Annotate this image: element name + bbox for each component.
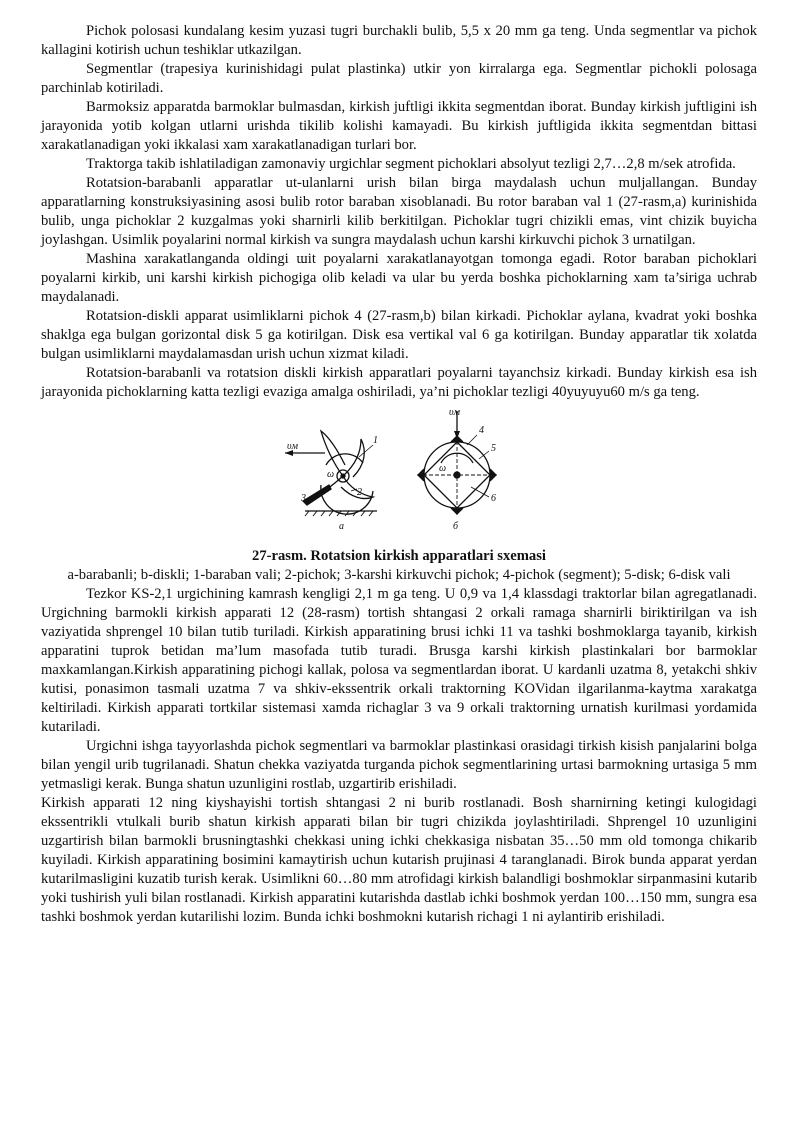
label-1: 1 — [373, 435, 378, 446]
label-omega-left: ω — [327, 469, 335, 480]
label-2: 2 — [357, 487, 362, 498]
label-omega-right: ω — [439, 463, 447, 474]
paragraph-8: Rotatsion-barabanli va rotatsion diskli kirkish apparatlari poyalarni tayanchsiz kirkadi. Bunday kirkish esa ish jarayonida pichoklarning katta tezligi evaziga amalga oshiriladi, ya’ni pichoklar tezligi 40yuyuyu60 m/s ga teng. — [41, 365, 757, 400]
paragraph-10: Urgichni ishga tayyorlashda pichok segmentlari va barmoklar plastinkasi orasidagi tirkish kisish panjalarini bolga bilan yengil urib tugrilanadi. Shatun chekka vaziyatda turganda pichok segmentlarining urtasi barmokning urtasiga 5 mm yetmasligi kerak. Bunga shatun uzunligini rostlab, uzgartirib erishiladi. — [41, 738, 757, 792]
document-page — [41, 22, 757, 927]
label-3: 3 — [301, 493, 306, 504]
subfigure-label-a: а — [339, 521, 344, 532]
paragraph-5: Rotatsion-barabanli apparatlar ut-ulanlarni urish bilan birga maydalash uchun muljallangan. Bunday apparatlarning konstruksiyasining asosi bulib rotor baraban xisoblanadi. Bu rotor baraban val 1 (27-rasm,a) kurinishida bulib, unga pichoklar 2 kuzgalmas yoki sharnirli kilib berkitilgan. Pichoklar tugri chizikli emas, vint chizik buyicha joylashgan. Usimlik poyalarini normal kirkish va sungra maydalash uchun karshi kirkuvchi pichok 3 urnatilgan. — [41, 175, 757, 248]
paragraph-6: Mashina xarakatlanganda oldingi ɯit poyalarni xarakatlanayotgan tomonga egadi. Rotor baraban pichoklari poyalarni kirkib, uni karshi kirkish pichogiga olib keladi va ular bu yerda boshka pichoklarning xam ta’siriga uchrab maydalanadi. — [41, 251, 757, 305]
figure-caption-text: a-barabanli; b-diskli; 1-baraban vali; 2-pichok; 3-karshi kirkuvchi pichok; 4-pichok (segment); 5-disk; 6-disk vali — [67, 567, 731, 583]
subfigure-label-b: б — [453, 521, 459, 532]
disk-cutter-drawing — [417, 411, 497, 515]
label-4: 4 — [479, 425, 484, 436]
paragraph-11: Kirkish apparati 12 ning kiyshayishi tortish shtangasi 2 ni burib rostlanadi. Bosh sharnirning ketingi kulogidagi ekssentrikli vtulkali burib shatun kirkish apparati bilan bir tugri chizikda joylashtiriladi. Shprengel 10 uzunligini uzgartirish bilan barmokli brusningtashki chekkasi uning ichki chekkasiga nisbatan 35…50 mm old tomonga chikarib kuyiladi. Kirkish apparatining bosimini kamaytirish uchun kutarish prujinasi 4 taranglanadi. Birok bunda apparat yerdan kutarilmasligini kuzatib turish kerak. Usimlikni 60…80 mm atrofidagi kirkish balandligi boshmoklar sirpanmasini kutarib yoki tushirish yuli bilan rostlanadi. Kirkish apparatini kutarishda dastlab ichki boshmok yerdan 100…150 mm, sungra esa tashki boshmok yerdan kutarilishi lozim. Bunda ichki boshmokni kutarish richagi 1 ni aylantirib erishiladi. — [41, 795, 757, 925]
label-vm-left: υм — [287, 441, 298, 452]
paragraph-1: Pichok polosasi kundalang kesim yuzasi tugri burchakli bulib, 5,5 x 20 mm ga teng. Unda segmentlar va pichok kallagini kotirish uchun teshiklar utkazilgan. — [41, 23, 757, 58]
label-vm-right: υм — [449, 407, 460, 418]
paragraph-9: Tezkor KS-2,1 urgichining kamrash kengligi 2,1 m ga teng. U 0,9 va 1,4 klassdagi traktorlar bilan agregatlanadi. Urgichning barmokli kirkish apparati 12 (28-rasm) tortish shtangasi 2 orkali ramaga sharnirli biriktirilgan va ish vaziyatida shprengel 10 bilan tutib turiladi. Kirkish apparatining brusi ichki 11 va tashki boshmoklarga tayanib, kirkish apparatini tuprok betidan ma’lum masofada tutib turadi. Brusga karshi kirkish plastinkalari bor barmoklar maxkamlangan.Kirkish apparatining pichogi kallak, polosa va segmentlardan iborat. U kardanli uzatma 8, yetakchi shkiv kutisi, ponasimon tasmali uzatma 7 va shkiv-ekssentrik orkali traktorning KOVidan ilgarilanma-kaytma xarakatga keltiriladi. Kirkish apparati tortkilar sistemasi xamda richaglar 3 va 9 orkali traktorning urnatish kurilmasi yordamida kutariladi. — [41, 586, 757, 735]
paragraph-2: Segmentlar (trapesiya kurinishidagi pulat plastinka) utkir yon kirralarga ega. Segmentlar pichokli polosaga parchinlab kotiriladi. — [41, 61, 757, 96]
figure-caption-title: 27-rasm. Rotatsion kirkish apparatlari sxemasi — [252, 548, 546, 564]
paragraph-4: Traktorga takib ishlatiladigan zamonaviy urgichlar segment pichoklari absolyut tezligi 2,7…2,8 m/sek atrofida. — [86, 156, 736, 172]
bottom-text — [41, 585, 757, 927]
paragraph-7: Rotatsion-diskli apparat usimliklarni pichok 4 (27-rasm,b) bilan kirkadi. Pichoklar aylana, kvadrat yoki boshka shaklga ega bulgan gorizontal disk 5 ga kotirilgan. Disk esa vertikal val 6 ga kotirilgan. Bunday apparatlar tik xolatda bulgan usimliklarni maydalamasdan urish uchun xizmat kiladi. — [41, 308, 757, 362]
top-text — [41, 22, 757, 402]
label-5: 5 — [491, 443, 496, 454]
paragraph-3: Barmoksiz apparatda barmoklar bulmasdan, kirkish juftligi ikkita segmentdan iborat. Bunday kirkish juftligini ish jarayonida yotib kolgan utlarni urishda tikilib kolishi kamayadi. Bu kirkish juftligida ikkita segmentdan bittasi xarakatlanadigan yoki ikkalasi xam xarakatlanadigan turlari bor. — [41, 99, 757, 153]
figure-27 — [41, 405, 757, 541]
label-6: 6 — [491, 493, 496, 504]
rotary-cutter-schematic — [281, 405, 521, 541]
